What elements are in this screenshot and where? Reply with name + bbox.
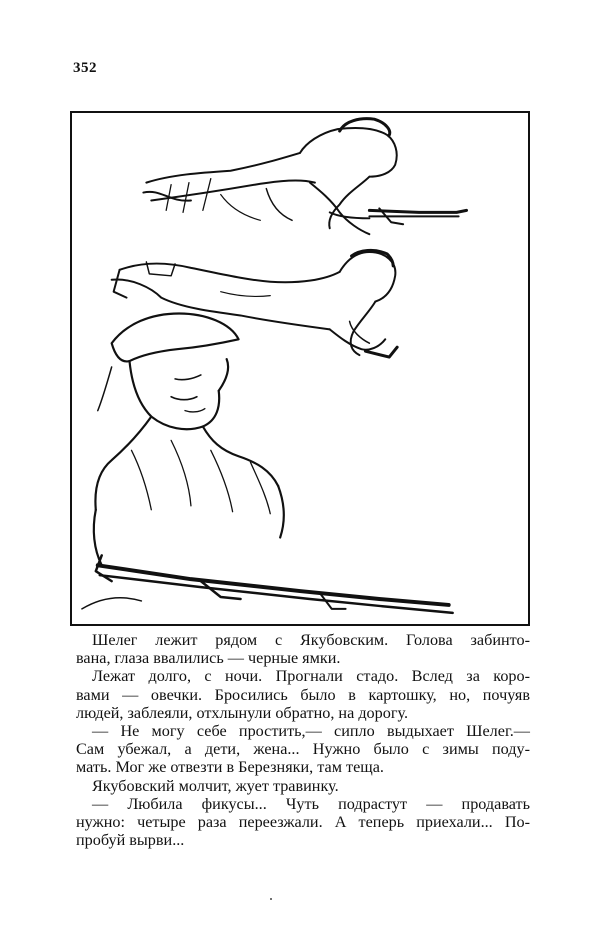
text-line: — Не могу себе простить,— сипло выдыхает Шелег.— xyxy=(92,722,530,741)
text-line: людей, заблеяли, отхлынули обратно, на дорогу. xyxy=(76,703,408,722)
text-line: — Любила фикусы... Чуть подрастут — продавать xyxy=(92,794,530,813)
text-line: нужно: четыре раза переезжали. А теперь приехали... По- xyxy=(76,813,530,832)
ink-sketch-soldiers-with-rifles-icon xyxy=(72,113,528,624)
text-line: Сам убежал, а дети, жена... Нужно было с зимы поду- xyxy=(76,740,530,759)
body-text xyxy=(76,631,530,849)
text-line: мать. Мог же отвезти в Березняки, там теща. xyxy=(76,758,384,777)
soldier-foreground-figure xyxy=(82,313,453,612)
text-line: Лежат долго, с ночи. Прогнали стадо. Вслед за коро- xyxy=(92,667,530,686)
page-number: 352 xyxy=(73,60,97,76)
illustration-frame xyxy=(70,111,530,626)
text-line: Якубовский молчит, жует травинку. xyxy=(92,776,339,795)
text-line: вана, глаза ввалились — черные ямки. xyxy=(76,649,341,668)
text-line: вами — овечки. Бросились было в картошку, но, почуяв xyxy=(76,685,530,704)
footer-mark xyxy=(270,898,272,900)
soldier-top-figure xyxy=(143,119,466,234)
soldier-middle-figure xyxy=(112,250,397,357)
text-line: пробуй вырви... xyxy=(76,831,185,850)
text-line: Шелег лежит рядом с Якубовским. Голова забинто- xyxy=(92,631,530,649)
